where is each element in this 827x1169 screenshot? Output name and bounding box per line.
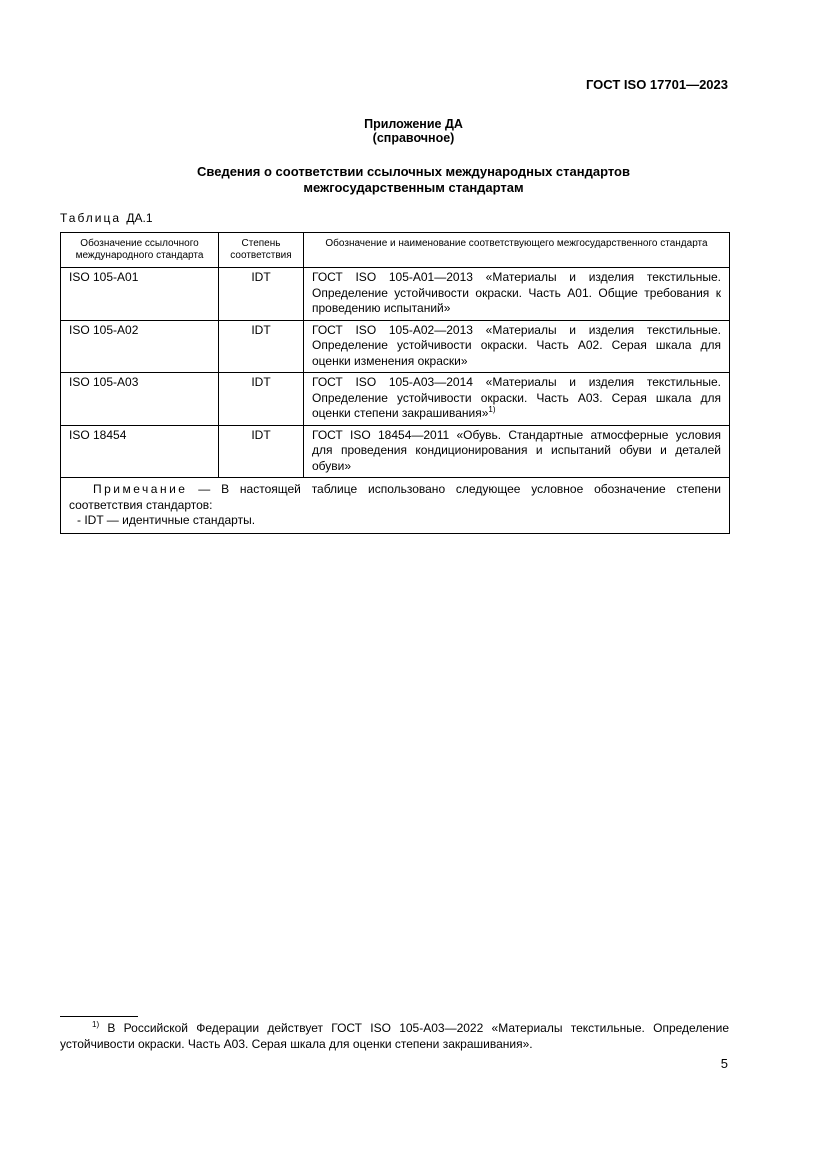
cell-degree: IDT <box>219 268 304 321</box>
table-caption-number: ДА.1 <box>126 211 153 225</box>
appendix-title: Приложение ДА <box>364 117 463 131</box>
cell-gost-standard <box>304 268 730 321</box>
table-row <box>61 425 730 478</box>
cell-gost-standard <box>304 425 730 478</box>
header-degree: Степень соответствия <box>219 233 304 268</box>
cell-ref-standard: ISO 18454 <box>61 425 219 478</box>
cell-gost-standard <box>304 320 730 373</box>
cell-gost-standard <box>304 373 730 426</box>
correspondence-table <box>60 232 730 534</box>
footnote <box>60 1020 729 1052</box>
cell-degree: IDT <box>219 320 304 373</box>
section-heading-line2: межгосударственным стандартам <box>303 180 524 195</box>
gost-text: ГОСТ ISO 105-A03—2014 «Материалы и изделия текстильные. Определение устойчивости окраски. Часть A03. Серая шкала для оценки степени закрашивания» <box>312 375 721 420</box>
cell-ref-standard: ISO 105-A03 <box>61 373 219 426</box>
table-row <box>61 268 730 321</box>
header-gost-standard: Обозначение и наименование соответствующего межгосударственного стандарта <box>304 233 730 268</box>
table-row <box>61 373 730 426</box>
appendix-subtitle: (справочное) <box>372 131 455 145</box>
footnote-mark: 1) <box>92 1020 100 1029</box>
page-number: 5 <box>720 1056 728 1071</box>
header-ref-standard: Обозначение ссылочного международного стандарта <box>61 233 219 268</box>
cell-degree: IDT <box>219 425 304 478</box>
table-note-row <box>61 478 730 534</box>
document-header: ГОСТ ISO 17701—2023 <box>585 77 728 92</box>
note-item: - IDT — идентичные стандарты. <box>77 513 256 527</box>
footnote-text: В Российской Федерации действует ГОСТ ISO 105-A03—2022 «Материалы текстильные. Определение устойчивости окраски. Часть A03. Серая шкала для оценки степени закрашивания». <box>60 1021 729 1051</box>
gost-text: ГОСТ ISO 105-A01—2013 «Материалы и изделия текстильные. Определение устойчивости окраски. Часть A01. Общие требования к проведению испытаний» <box>312 270 721 315</box>
gost-text: ГОСТ ISO 18454—2011 «Обувь. Стандартные атмосферные условия для проведения кондиционирования и испытаний обуви и деталей обуви» <box>312 427 721 473</box>
table-caption-word: Таблица <box>60 211 122 225</box>
table-header-row <box>61 233 730 268</box>
note-text: — В настоящей таблице использовано следующее условное обозначение степени соответствия стандартов: <box>69 482 721 512</box>
cell-ref-standard: ISO 105-A01 <box>61 268 219 321</box>
table-caption <box>60 211 153 225</box>
footnote-ref: 1) <box>488 405 496 414</box>
gost-text: ГОСТ ISO 105-A02—2013 «Материалы и изделия текстильные. Определение устойчивости окраски. Часть A02. Серая шкала для оценки изменения окраски» <box>312 322 721 368</box>
footnote-divider <box>60 1016 138 1017</box>
note-paragraph <box>69 482 721 513</box>
section-heading-line1: Сведения о соответствии ссылочных международных стандартов <box>197 164 630 179</box>
cell-ref-standard: ISO 105-A02 <box>61 320 219 373</box>
table-note <box>61 478 730 534</box>
table-row <box>61 320 730 373</box>
cell-degree: IDT <box>219 373 304 426</box>
note-label: Примечание <box>93 482 188 496</box>
